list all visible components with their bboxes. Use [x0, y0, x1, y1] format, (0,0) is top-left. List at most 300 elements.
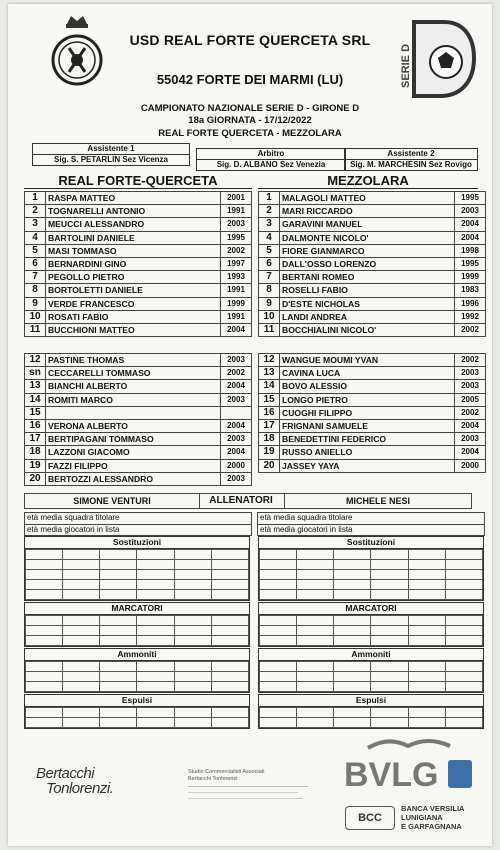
player-row — [259, 380, 486, 393]
player-birth-year: 1999 — [455, 271, 486, 284]
grid-cell — [63, 550, 100, 560]
home-subs-table — [24, 353, 252, 486]
grid-cell — [297, 560, 334, 570]
grid-cell — [334, 570, 371, 580]
grid-cell — [445, 682, 482, 692]
player-birth-year: 1997 — [221, 257, 252, 270]
home-sent-off-grid — [24, 694, 250, 729]
grid-cell — [371, 560, 408, 570]
away-substitutions-grid — [258, 536, 484, 601]
grid-cell — [260, 626, 297, 636]
bank-line3: E GARFAGNANA — [401, 822, 462, 831]
home-sent-off-title: Espulsi — [25, 695, 249, 707]
match-sheet — [8, 4, 492, 846]
grid-cell — [100, 708, 137, 718]
grid-cell — [445, 662, 482, 672]
player-name: BORTOLETTI DANIELE — [46, 284, 221, 297]
player-row — [259, 218, 486, 231]
player-birth-year: 2004 — [455, 218, 486, 231]
player-row — [25, 231, 252, 244]
player-number: 8 — [259, 284, 280, 297]
grid-cell — [371, 662, 408, 672]
home-substitutions-title: Sostituzioni — [25, 537, 249, 549]
player-birth-year: 1996 — [455, 297, 486, 310]
grid-cell — [371, 682, 408, 692]
away-starters-table — [258, 191, 486, 337]
grid-cell — [211, 570, 248, 580]
grid-cell — [408, 560, 445, 570]
grid-cell — [334, 550, 371, 560]
grid-cell — [334, 636, 371, 646]
match-title: REAL FORTE QUERCETA - MEZZOLARA — [158, 128, 342, 139]
player-row — [25, 354, 252, 367]
player-name: FAZZI FILIPPO — [46, 459, 221, 472]
grid-cell — [100, 570, 137, 580]
grid-cell — [174, 560, 211, 570]
player-row — [259, 192, 486, 205]
player-name: ROSATI FABIO — [46, 310, 221, 323]
player-number: 1 — [25, 192, 46, 205]
player-birth-year: 2004 — [455, 231, 486, 244]
grid-cell — [26, 636, 63, 646]
grid-cell — [297, 708, 334, 718]
club-address: 55042 FORTE DEI MARMI (LU) — [156, 72, 344, 87]
grid-cell — [100, 636, 137, 646]
away-age-list-label: età media giocatori in lista — [260, 524, 353, 534]
player-number: 6 — [259, 257, 280, 270]
player-name: FRIGNANI SAMUELE — [280, 419, 455, 432]
grid-cell — [371, 550, 408, 560]
player-name: BUCCHIONI MATTEO — [46, 323, 221, 336]
player-row — [25, 297, 252, 310]
player-row — [25, 257, 252, 270]
grid-cell — [100, 560, 137, 570]
away-age-box — [257, 512, 485, 536]
player-number: 3 — [25, 218, 46, 231]
grid-cell — [211, 626, 248, 636]
home-age-box — [24, 512, 252, 536]
grid-cell — [408, 570, 445, 580]
grid-cell — [100, 550, 137, 560]
player-birth-year: 2004 — [221, 323, 252, 336]
away-subs-table — [258, 353, 486, 473]
home-age-list-label: età media giocatori in lista — [27, 524, 120, 534]
grid-cell — [63, 560, 100, 570]
grid-cell — [260, 708, 297, 718]
matchday: 18a GIORNATA - 17/12/2022 — [188, 115, 312, 126]
grid-cell — [211, 708, 248, 718]
grid-cell — [371, 580, 408, 590]
grid-cell — [26, 570, 63, 580]
grid-cell — [297, 550, 334, 560]
player-number: 20 — [259, 459, 280, 472]
player-birth-year: 1992 — [455, 310, 486, 323]
grid-cell — [137, 672, 174, 682]
grid-cell — [211, 590, 248, 600]
grid-cell — [137, 708, 174, 718]
grid-cell — [26, 616, 63, 626]
grid-cell — [63, 662, 100, 672]
player-row — [259, 231, 486, 244]
player-name: BERTANI ROMEO — [280, 271, 455, 284]
grid-cell — [137, 580, 174, 590]
player-name: MALAGOLI MATTEO — [280, 192, 455, 205]
player-row — [259, 297, 486, 310]
player-row — [25, 244, 252, 257]
grid-cell — [334, 580, 371, 590]
player-row — [259, 354, 486, 367]
player-name: RASPA MATTEO — [46, 192, 221, 205]
grid-cell — [174, 718, 211, 728]
grid-cell — [445, 616, 482, 626]
player-row — [25, 205, 252, 218]
player-number: 15 — [25, 406, 46, 419]
player-name: LONGO PIETRO — [280, 393, 455, 406]
grid-cell — [260, 636, 297, 646]
grid-cell — [334, 672, 371, 682]
grid-cell — [297, 672, 334, 682]
player-name — [46, 406, 221, 419]
player-birth-year: 2002 — [221, 367, 252, 380]
bcc-badge: BCC — [345, 806, 395, 830]
player-name: BOVO ALESSIO — [280, 380, 455, 393]
grid-cell — [100, 580, 137, 590]
player-row — [259, 419, 486, 432]
grid-cell — [137, 682, 174, 692]
player-birth-year: 2000 — [221, 459, 252, 472]
player-name: TOGNARELLI ANTONIO — [46, 205, 221, 218]
grid-cell — [445, 550, 482, 560]
player-number: 12 — [259, 354, 280, 367]
grid-cell — [174, 570, 211, 580]
studio-line1: Studio Commercialisti Associati — [188, 769, 265, 775]
grid-cell — [211, 662, 248, 672]
grid-cell — [260, 560, 297, 570]
player-number: 5 — [259, 244, 280, 257]
championship-title: CAMPIONATO NAZIONALE SERIE D - GIRONE D — [140, 103, 360, 114]
player-birth-year: 2000 — [455, 459, 486, 472]
grid-cell — [174, 672, 211, 682]
grid-cell — [211, 550, 248, 560]
grid-cell — [371, 672, 408, 682]
away-age-starters-label: età media squadra titolare — [258, 513, 484, 525]
studio-text — [188, 769, 328, 801]
home-age-starters-label: età media squadra titolare — [25, 513, 251, 525]
player-number: 16 — [259, 406, 280, 419]
player-number: 4 — [259, 231, 280, 244]
grid-cell — [445, 708, 482, 718]
grid-cell — [371, 636, 408, 646]
player-number: 4 — [25, 231, 46, 244]
grid-cell — [26, 662, 63, 672]
grid-cell — [174, 636, 211, 646]
club-name: USD REAL FORTE QUERCETA SRL — [129, 32, 371, 48]
player-number: 13 — [25, 380, 46, 393]
player-birth-year: 2003 — [221, 393, 252, 406]
home-scorers-grid — [24, 602, 250, 647]
player-birth-year: 2004 — [221, 419, 252, 432]
grid-cell — [408, 718, 445, 728]
player-name: WANGUE MOUMI YVAN — [280, 354, 455, 367]
grid-cell — [297, 682, 334, 692]
grid-cell — [174, 550, 211, 560]
grid-cell — [26, 672, 63, 682]
grid-cell — [260, 718, 297, 728]
bvlg-text: BVLG — [344, 756, 439, 794]
bvlg-logo — [338, 732, 478, 802]
referee-name: Sig. D. ALBANO Sez Venezia — [216, 160, 326, 169]
away-booked-title: Ammoniti — [259, 649, 483, 661]
grid-cell — [260, 580, 297, 590]
player-name: VERDE FRANCESCO — [46, 297, 221, 310]
grid-cell — [408, 682, 445, 692]
player-row — [259, 271, 486, 284]
grid-cell — [297, 616, 334, 626]
player-name: CECCARELLI TOMMASO — [46, 367, 221, 380]
grid-cell — [100, 662, 137, 672]
player-number: 17 — [259, 419, 280, 432]
grid-cell — [100, 682, 137, 692]
player-number: 7 — [25, 271, 46, 284]
player-birth-year: 1991 — [221, 310, 252, 323]
grid-cell — [445, 560, 482, 570]
player-row — [259, 205, 486, 218]
bertacchi-line1: Bertacchi — [36, 765, 95, 782]
player-name: MASI TOMMASO — [46, 244, 221, 257]
grid-cell — [334, 560, 371, 570]
player-birth-year: 2003 — [455, 433, 486, 446]
grid-cell — [100, 626, 137, 636]
player-number: 15 — [259, 393, 280, 406]
grid-cell — [408, 550, 445, 560]
home-scorers-title: MARCATORI — [25, 603, 249, 615]
player-birth-year: 2004 — [455, 419, 486, 432]
player-name: LAZZONI GIACOMO — [46, 446, 221, 459]
grid-cell — [100, 590, 137, 600]
player-birth-year: 1983 — [455, 284, 486, 297]
player-row — [259, 310, 486, 323]
player-birth-year: 2004 — [221, 446, 252, 459]
serie-d-logo — [400, 18, 476, 98]
grid-cell — [63, 590, 100, 600]
player-number: 7 — [259, 271, 280, 284]
grid-cell — [297, 570, 334, 580]
grid-cell — [26, 580, 63, 590]
grid-cell — [297, 636, 334, 646]
player-name: RUSSO ANIELLO — [280, 446, 455, 459]
grid-cell — [26, 682, 63, 692]
assistant2-name: Sig. M. MARCHESIN Sez Rovigo — [350, 160, 472, 169]
player-row — [259, 406, 486, 419]
grid-cell — [371, 590, 408, 600]
player-birth-year: 2003 — [221, 218, 252, 231]
grid-cell — [371, 708, 408, 718]
grid-cell — [260, 590, 297, 600]
grid-cell — [334, 616, 371, 626]
player-row — [25, 406, 252, 419]
player-birth-year: 2004 — [221, 380, 252, 393]
grid-cell — [408, 708, 445, 718]
player-row — [25, 459, 252, 472]
assistant1-title: Assistente 1 — [33, 144, 189, 155]
grid-cell — [408, 626, 445, 636]
player-name: MEUCCI ALESSANDRO — [46, 218, 221, 231]
grid-cell — [371, 718, 408, 728]
player-name: MARI RICCARDO — [280, 205, 455, 218]
player-row — [25, 419, 252, 432]
player-row — [25, 433, 252, 446]
player-birth-year: 2002 — [455, 323, 486, 336]
home-starters-table — [24, 191, 252, 337]
player-number: 14 — [259, 380, 280, 393]
player-number: 1 — [259, 192, 280, 205]
player-number: 11 — [259, 323, 280, 336]
grid-cell — [445, 626, 482, 636]
player-birth-year: 1998 — [455, 244, 486, 257]
serie-d-logo-text: SERIE D — [400, 43, 412, 88]
player-name: BIANCHI ALBERTO — [46, 380, 221, 393]
grid-cell — [137, 570, 174, 580]
player-birth-year: 2005 — [455, 393, 486, 406]
grid-cell — [137, 662, 174, 672]
player-row — [25, 323, 252, 336]
grid-cell — [334, 708, 371, 718]
player-number: 5 — [25, 244, 46, 257]
player-number: 19 — [259, 446, 280, 459]
grid-cell — [408, 590, 445, 600]
bank-line2: LUNIGIANA — [401, 813, 443, 822]
grid-cell — [26, 590, 63, 600]
player-number: 3 — [259, 218, 280, 231]
assistant2-box — [344, 148, 478, 171]
player-row — [259, 284, 486, 297]
grid-cell — [297, 718, 334, 728]
grid-cell — [63, 616, 100, 626]
player-birth-year: 2002 — [455, 406, 486, 419]
grid-cell — [26, 708, 63, 718]
player-number: 8 — [25, 284, 46, 297]
home-booked-title: Ammoniti — [25, 649, 249, 661]
player-birth-year: 1995 — [455, 192, 486, 205]
grid-cell — [63, 718, 100, 728]
away-coach: MICHELE NESI — [284, 493, 472, 509]
player-birth-year: 2003 — [221, 354, 252, 367]
grid-cell — [408, 580, 445, 590]
player-name: LANDI ANDREA — [280, 310, 455, 323]
grid-cell — [26, 718, 63, 728]
player-row — [25, 284, 252, 297]
player-birth-year: 2003 — [455, 205, 486, 218]
grid-cell — [408, 636, 445, 646]
away-scorers-title: MARCATORI — [259, 603, 483, 615]
player-number: 2 — [25, 205, 46, 218]
player-row — [25, 472, 252, 485]
grid-cell — [260, 570, 297, 580]
player-name: FIORE GIANMARCO — [280, 244, 455, 257]
grid-cell — [445, 636, 482, 646]
player-name: JASSEY YAYA — [280, 459, 455, 472]
grid-cell — [174, 580, 211, 590]
grid-cell — [445, 672, 482, 682]
grid-cell — [26, 626, 63, 636]
player-name: BERTOZZI ALESSANDRO — [46, 472, 221, 485]
player-birth-year: 2003 — [455, 367, 486, 380]
grid-cell — [63, 580, 100, 590]
player-name: PASTINE THOMAS — [46, 354, 221, 367]
player-number: 9 — [259, 297, 280, 310]
grid-cell — [211, 580, 248, 590]
player-name: D'ESTE NICHOLAS — [280, 297, 455, 310]
referee-box — [196, 148, 346, 171]
player-name: BENEDETTINI FEDERICO — [280, 433, 455, 446]
player-row — [259, 446, 486, 459]
grid-cell — [137, 590, 174, 600]
grid-cell — [297, 626, 334, 636]
grid-cell — [408, 662, 445, 672]
grid-cell — [408, 616, 445, 626]
assistant2-title: Assistente 2 — [345, 149, 477, 160]
player-row — [25, 192, 252, 205]
grid-cell — [211, 560, 248, 570]
player-number: 6 — [25, 257, 46, 270]
player-birth-year: 1991 — [221, 205, 252, 218]
player-name: GARAVINI MANUEL — [280, 218, 455, 231]
player-birth-year: 2002 — [221, 244, 252, 257]
bank-logo — [343, 804, 483, 834]
grid-cell — [63, 626, 100, 636]
player-row — [25, 310, 252, 323]
grid-cell — [211, 682, 248, 692]
grid-cell — [174, 590, 211, 600]
grid-cell — [63, 636, 100, 646]
player-name: ROSELLI FABIO — [280, 284, 455, 297]
player-number: 12 — [25, 354, 46, 367]
grid-cell — [371, 626, 408, 636]
grid-cell — [211, 718, 248, 728]
grid-cell — [26, 560, 63, 570]
player-row — [25, 271, 252, 284]
away-team-name: MEZZOLARA — [258, 174, 478, 189]
home-coach: SIMONE VENTURI — [24, 493, 200, 509]
grid-cell — [445, 580, 482, 590]
player-row — [259, 393, 486, 406]
player-number: 14 — [25, 393, 46, 406]
player-name: BOCCHIALINI NICOLO' — [280, 323, 455, 336]
player-number: 9 — [25, 297, 46, 310]
player-row — [25, 446, 252, 459]
grid-cell — [297, 590, 334, 600]
grid-cell — [445, 570, 482, 580]
away-sent-off-title: Espulsi — [259, 695, 483, 707]
player-birth-year: 2001 — [221, 192, 252, 205]
grid-cell — [408, 672, 445, 682]
grid-cell — [260, 672, 297, 682]
player-name: BERNARDINI GINO — [46, 257, 221, 270]
player-name: CUOGHI FILIPPO — [280, 406, 455, 419]
player-row — [25, 393, 252, 406]
player-name: DALL'OSSO LORENZO — [280, 257, 455, 270]
player-row — [259, 323, 486, 336]
player-birth-year: 1995 — [455, 257, 486, 270]
grid-cell — [63, 672, 100, 682]
grid-cell — [174, 662, 211, 672]
player-number: 16 — [25, 419, 46, 432]
player-name: BARTOLINI DANIELE — [46, 231, 221, 244]
player-number: 11 — [25, 323, 46, 336]
player-row — [259, 433, 486, 446]
player-number: 19 — [25, 459, 46, 472]
grid-cell — [100, 616, 137, 626]
